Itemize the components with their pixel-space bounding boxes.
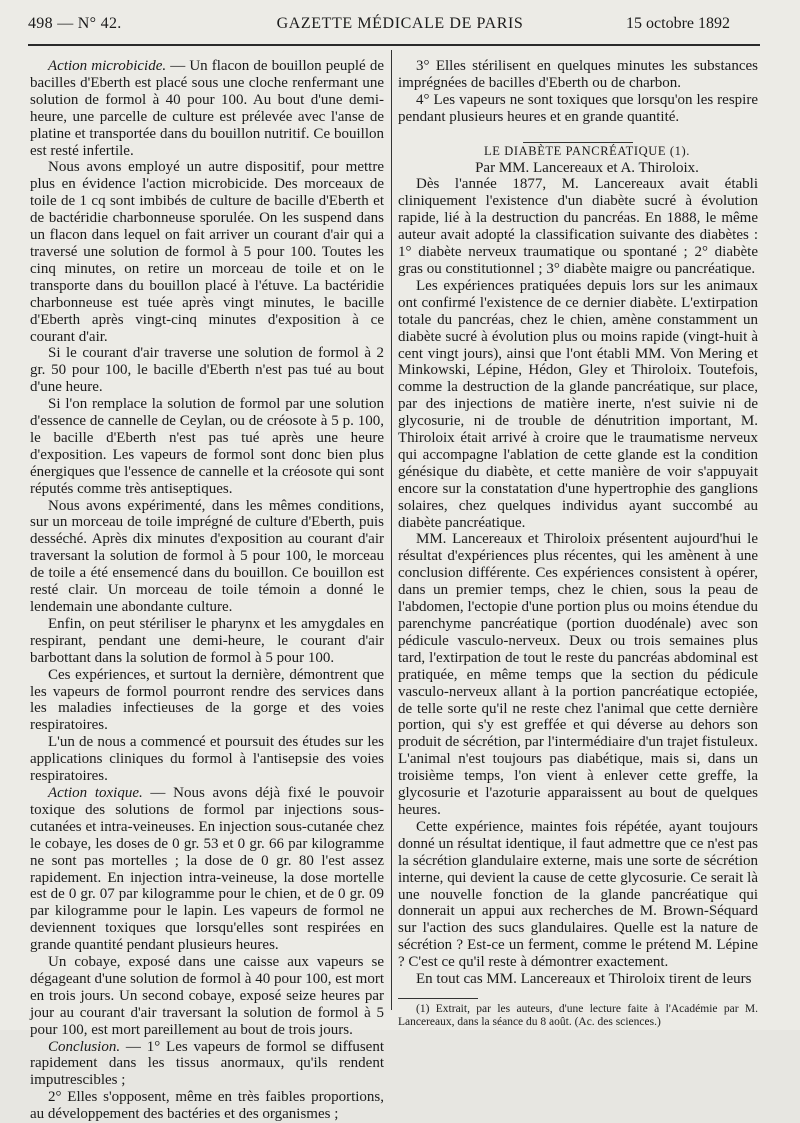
paragraph: Les expériences pratiquées depuis lors sur les animaux ont confirmé l'existence de ce dernier diabète. L'extirpation totale du pancréas, chez le chien, amène constamment un diabète sucré à évolution plus ou moins rapide (vingt-huit à cent vingt jours), ainsi que l'ont établi MM. Von Mering et Minkowski, Lépine, Hédon, Gley et Thiroloix. Toutefois, comme la destruction de la glande pancréatique, sur place, par des injections de matière inerte, n'est suivie ni de glycosurie, ni de trouble de dénutrition important, M. Thiroloix était arrivé à croire que le traumatisme nerveux qui accompagne l'ablation de cette glande est la condition génésique du diabète, et cette manière de voir s'appuyait encore sur la constatation d'une hypertrophie des ganglions solaires, chez quelques individus ayant succombé au diabète pancréatique. — [398, 277, 758, 531]
paragraph — [30, 58, 384, 159]
journal-title: GAZETTE MÉDICALE DE PARIS — [276, 15, 524, 32]
paragraph: L'un de nous a commencé et poursuit des études sur les applications cliniques du formol à l'antisepsie des voies respiratoires. — [30, 734, 384, 785]
paragraph: 2° Elles s'opposent, même en très faibles proportions, au développement des bactéries et des organismes ; — [30, 1089, 384, 1123]
paragraph-text: — 1° Les vapeurs de formol se diffusent rapidement dans les tissus anormaux, qu'ils rendent imputrescibles ; — [30, 1038, 384, 1089]
paragraph: 4° Les vapeurs ne sont toxiques que lorsqu'on les respire pendant plusieurs heures et en grande quantité. — [398, 91, 758, 125]
right-column — [398, 58, 758, 1028]
paragraph: Nous avons employé un autre dispositif, pour mettre plus en évidence l'action microbicide. Des morceaux de toile de 1 cq sont imbibés de culture de bacille d'Eberth et de bactéridie charbonneuse sporulée. On les suspend dans un flacon dans lequel on fait arriver un courant d'air qui a traversé une solution de formol à 5 pour 100. Toutes les cinq minutes, on retire un morceau de toile et on le transporte dans du bouillon placé à l'étuve. La bactéridie charbonneuse est tuée après vingt minutes, le bacille d'Eberth après vingt-cinq minutes d'exposition à ce courant d'air. — [30, 159, 384, 345]
page-number: 498 — N° 42. — [28, 15, 122, 32]
paragraph: Enfin, on peut stériliser le pharynx et les amygdales en respirant, pendant une demi-heure, le courant d'air barbottant dans la solution de formol à 5 pour 100. — [30, 615, 384, 666]
paragraph — [30, 785, 384, 954]
article-byline: Par MM. Lancereaux et A. Thiroloix. — [475, 159, 699, 176]
page-header — [0, 0, 800, 44]
left-column — [30, 58, 384, 1123]
paragraph: Dès l'année 1877, M. Lancereaux avait établi cliniquement l'existence d'un diabète sucré à évolution rapide, lié à la destruction du pancréas. En 1888, le même auteur avait adopté la classification suivante des diabètes : 1° diabète nerveux traumatique ou spontané ; 2° diabète gras ou constitutionnel ; 3° diabète maigre ou pancréatique. — [398, 176, 758, 277]
paragraph: Cette expérience, maintes fois répétée, ayant toujours donné un résultat identique, il faut admettre que ce n'est pas la sécrétion glandulaire externe, mais une sorte de sécrétion interne, qui devient la cause de cette glycosurie. Ce serait là une nouvelle fonction de la glande pancréatique qui donnerait un appui aux recherches de M. Brown-Séquard sur l'action des sucs glandulaires. Quelle est la nature de sécrétion ? Est-ce un ferment, comme le prétend M. Lépine ? C'est ce qu'il reste à démontrer exactement. — [398, 818, 758, 971]
paragraph: MM. Lancereaux et Thiroloix présentent aujourd'hui le résultat d'expériences plus récentes, qui les amènent à une conclusion différente. Ces expériences consistent à opérer, dans un premier temps, chez le chien, sous la peau de l'abdomen, l'ectopie d'une portion plus ou moins étendue du parenchyme pancréatique (portion duodénale) avec son pédicule vasculo-nerveux. Deux ou trois semaines plus tard, l'extirpation de tout le reste du pancréas abdominal est pratiquée, en même temps que la section du pédicule vasculo-nerveux allant à la portion pancréatique ectopiée, de telle sorte qu'il ne reste chez l'animal que cette dernière portion, qui s'y est greffée et qui déverse au dehors son produit de sécrétion, par l'intermédiaire d'un trajet fistuleux. L'animal n'est toujours pas diabétique, mais si, dans un troisième temps, l'on vient à enlever cette greffe, la glycosurie et l'azoturie apparaissent au bout de quelques heures. — [398, 531, 758, 818]
paragraph: 3° Elles stérilisent en quelques minutes les substances imprégnées de bacilles d'Eberth ou de charbon. — [398, 58, 758, 91]
paragraph-text: — Un flacon de bouillon peuplé de bacilles d'Eberth est placé sous une cloche renfermant une solution de formol à 40 pour 100. Au bout d'une demi-heure, une parcelle de culture est prélevée avec l'anse de platine et transportée dans du bouillon nutritif. Ce bouillon est resté infertile. — [30, 58, 384, 159]
issue-date: 15 octobre 1892 — [626, 15, 730, 32]
paragraph-heading: Action microbicide. — [48, 58, 167, 74]
paragraph — [30, 1039, 384, 1090]
paragraph-text: — Nous avons déjà fixé le pouvoir toxique des solutions de formol par injections sous-cutanées et intra-veineuses. En injection sous-cutanée chez le cobaye, les doses de 0 gr. 53 et 0 gr. 66 par kilogramme ne sont pas mortelles ; la dose de 0 gr. 80 l'est assez rapidement. En injection intra-veineuse, la dose mortelle est de 0 gr. 07 par kilogramme pour le chien, et de 0 gr. 09 par kilogramme pour le lapin. Les vapeurs de formol ne deviennent toxiques que lorsqu'elles sont respirées en grande quantité pendant plusieurs heures. — [30, 784, 384, 954]
footnote-rule — [398, 998, 478, 999]
footnote: (1) Extrait, par les auteurs, d'une lecture faite à l'Académie par M. Lancereaux, dans la séance du 8 août. (Ac. des sciences.) — [398, 1002, 758, 1028]
paragraph: Un cobaye, exposé dans une caisse aux vapeurs se dégageant d'une solution de formol à 40 pour 100, est mort en trois jours. Un second cobaye, exposé seize heures par jour au courant d'air traversant la solution de formol à 5 pour 100, est mort pareillement au bout de trois jours. — [30, 954, 384, 1038]
paragraph: Si le courant d'air traverse une solution de formol à 2 gr. 50 pour 100, le bacille d'Eberth n'est pas tué au bout d'une heure. — [30, 345, 384, 396]
paragraph: Si l'on remplace la solution de formol par une solution d'essence de cannelle de Ceylan, ou de créosote à 5 p. 100, le bacille d'Eberth n'est pas tué après une heure d'exposition. Les vapeurs de formol sont donc bien plus énergiques que l'essence de cannelle et la créosote qui sont réputés comme très antiseptiques. — [30, 396, 384, 497]
paragraph: En tout cas MM. Lancereaux et Thiroloix tirent de leurs — [416, 971, 752, 988]
header-rule — [28, 44, 760, 46]
paragraph: Nous avons expérimenté, dans les mêmes conditions, sur un morceau de toile imprégné de culture d'Eberth, puis desséché. Après dix minutes d'exposition au courant d'air traversant la solution de formol à 5 pour 100, le morceau de toile a été ensemencé dans du bouillon. Ce bouillon est resté clair. Un morceau de toile témoin a donné le lendemain une abondante culture. — [30, 497, 384, 615]
section-title: LE DIABÈTE PANCRÉATIQUE (1). — [484, 143, 690, 158]
column-divider — [391, 50, 392, 1010]
paragraph-heading: Action toxique. — [48, 784, 143, 801]
paragraph-heading: Conclusion. — [48, 1038, 121, 1055]
paragraph: Ces expériences, et surtout la dernière, démontrent que les vapeurs de formol pourront rendre des services dans les maladies infectieuses de la gorge et des voies respiratoires. — [30, 666, 384, 734]
